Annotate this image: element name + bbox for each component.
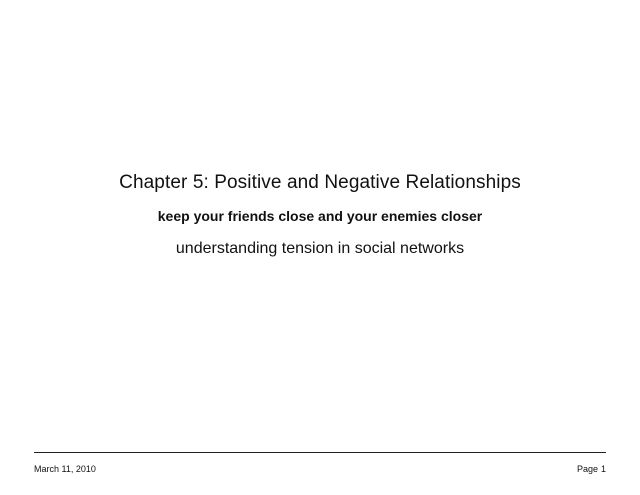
footer-page-indicator bbox=[577, 464, 606, 474]
slide-subtitle: keep your friends close and your enemies closer bbox=[157, 208, 483, 224]
footer-date: March 11, 2010 bbox=[34, 464, 96, 474]
page-number: 1 bbox=[600, 464, 606, 474]
slide-tagline: understanding tension in social networks bbox=[175, 240, 465, 257]
page-label: Page bbox=[576, 464, 598, 474]
footer-divider bbox=[34, 452, 606, 453]
slide-title: Chapter 5: Positive and Negative Relationships bbox=[119, 172, 521, 193]
